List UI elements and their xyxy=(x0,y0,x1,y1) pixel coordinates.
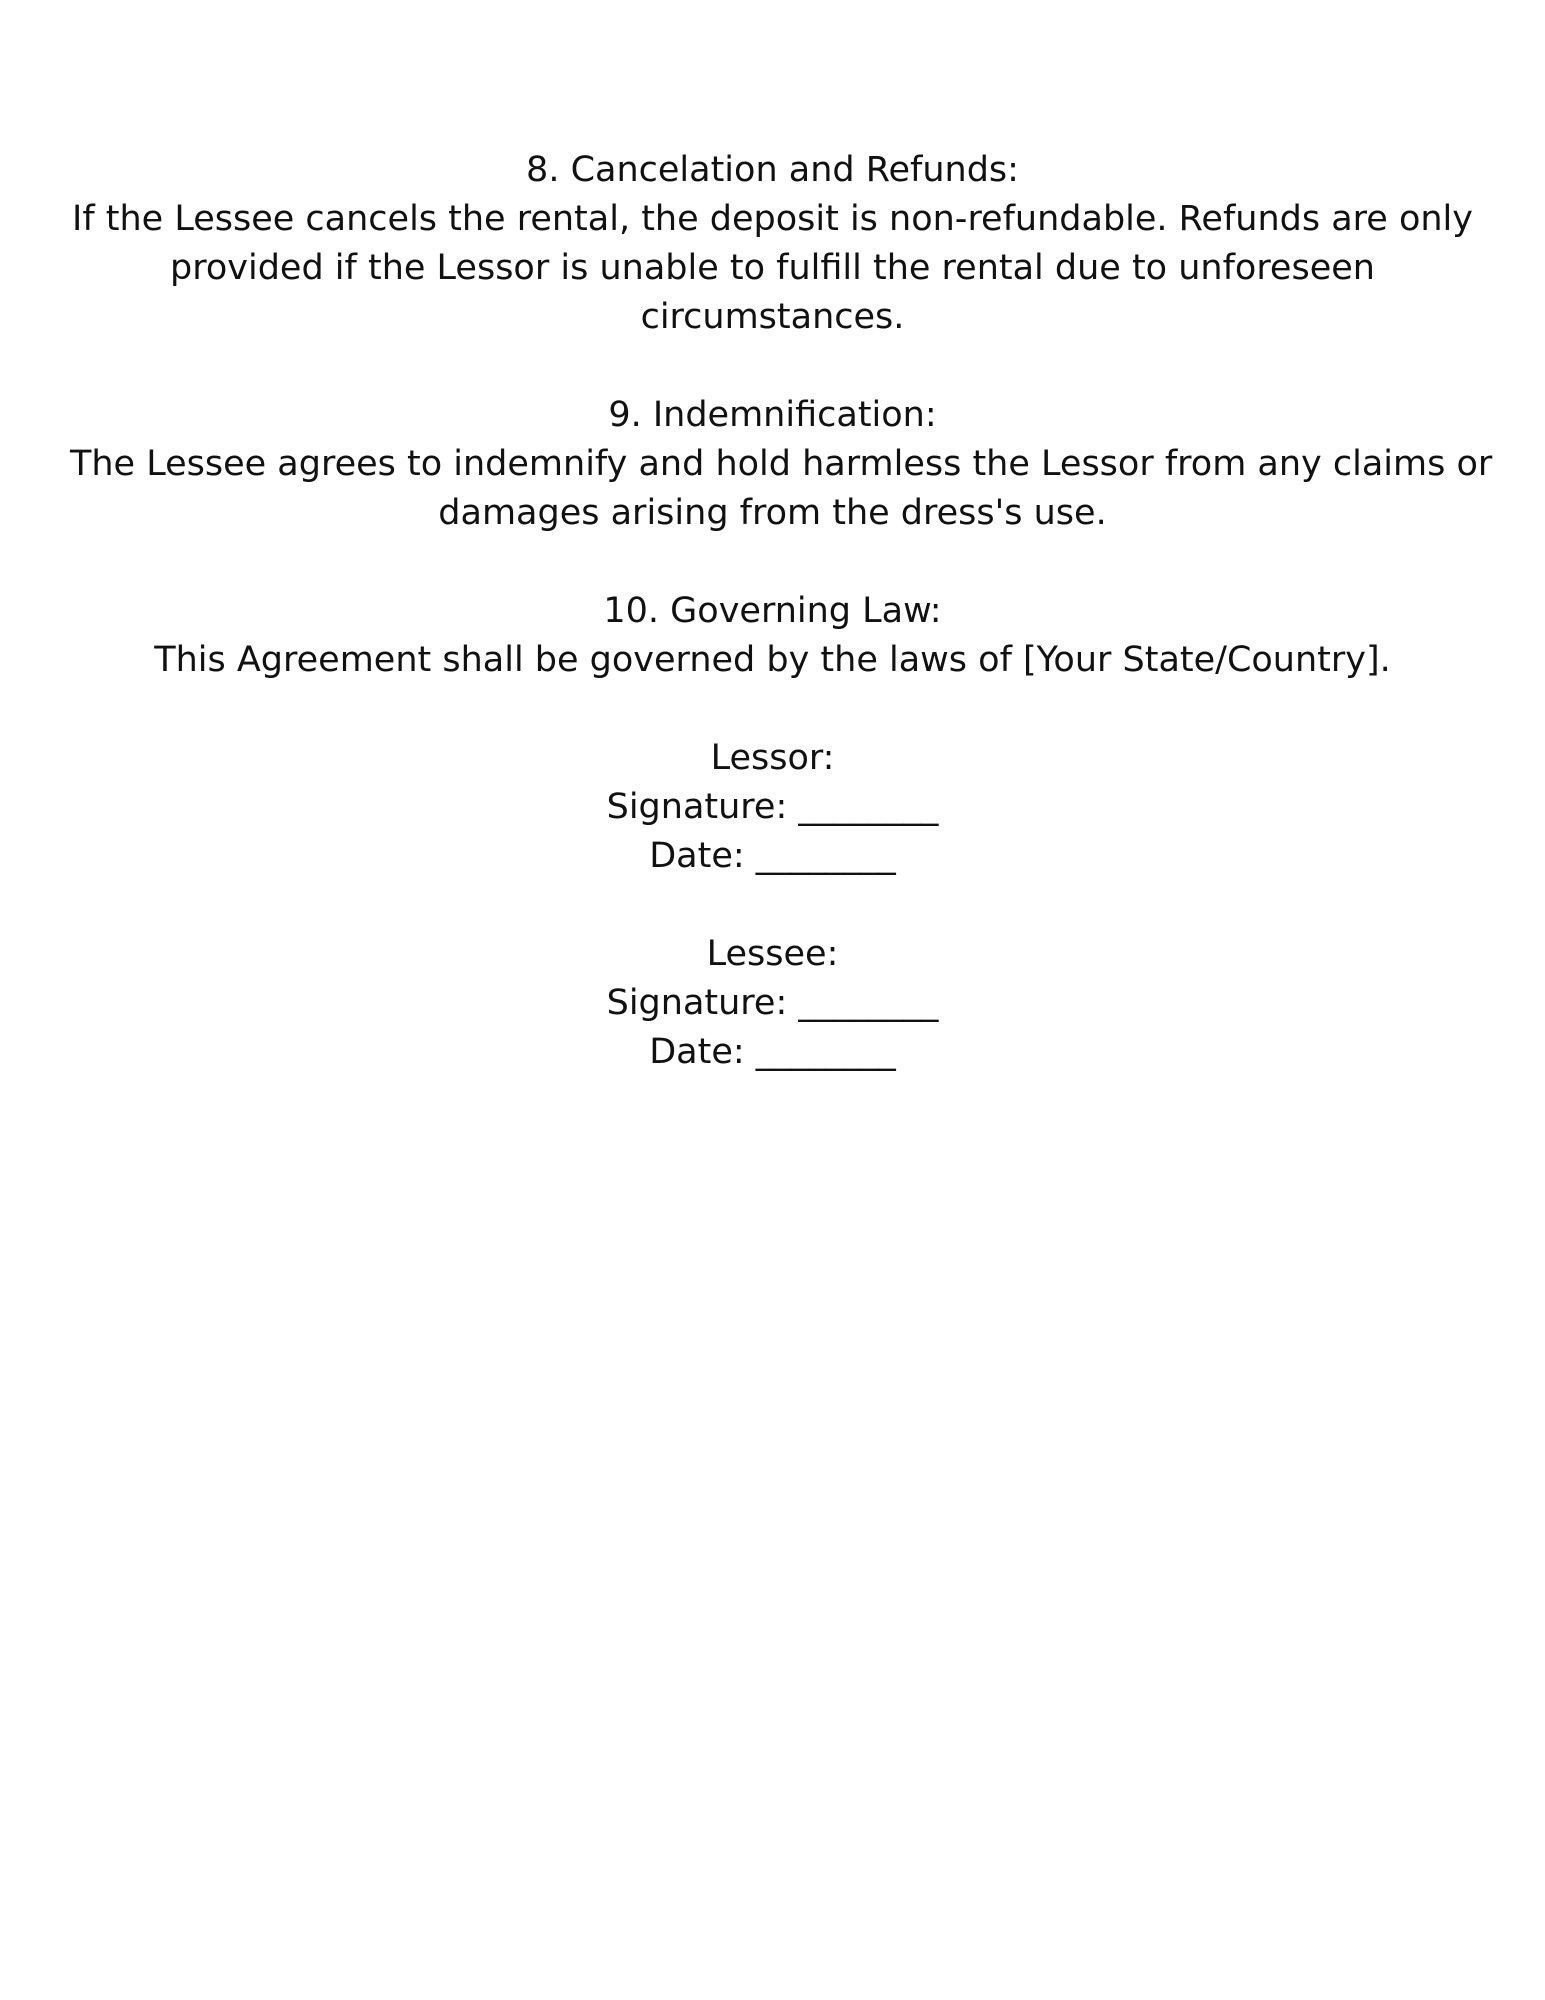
signature-line: Signature: ________ xyxy=(606,787,939,827)
date-line: Date: ________ xyxy=(649,836,896,876)
party-label: Lessee: xyxy=(706,934,839,974)
section-body-line: circumstances. xyxy=(640,297,905,337)
signature-block-lessor xyxy=(70,734,1475,881)
section-indemnification xyxy=(70,391,1493,538)
section-body-line: The Lessee agrees to indemnify and hold harmless the Lessor from any claims or xyxy=(70,444,1493,484)
section-body-line: If the Lessee cancels the rental, the deposit is non-refundable. Refunds are only xyxy=(72,199,1473,239)
section-heading: 8. Cancelation and Refunds: xyxy=(526,150,1019,190)
signature-line: Signature: ________ xyxy=(606,983,939,1023)
party-label: Lessor: xyxy=(710,738,835,778)
section-heading: 10. Governing Law: xyxy=(603,591,942,631)
section-body-line: damages arising from the dress's use. xyxy=(438,493,1107,533)
signature-block-lessee xyxy=(70,930,1475,1077)
section-body-line: provided if the Lessor is unable to fulfill the rental due to unforeseen xyxy=(170,248,1375,288)
section-cancelation-refunds xyxy=(70,146,1475,342)
section-governing-law xyxy=(70,587,1475,685)
date-line: Date: ________ xyxy=(649,1032,896,1072)
agreement-content xyxy=(70,146,1493,1077)
section-body-line: This Agreement shall be governed by the laws of [Your State/Country]. xyxy=(154,640,1391,680)
section-heading: 9. Indemnification: xyxy=(608,395,937,435)
